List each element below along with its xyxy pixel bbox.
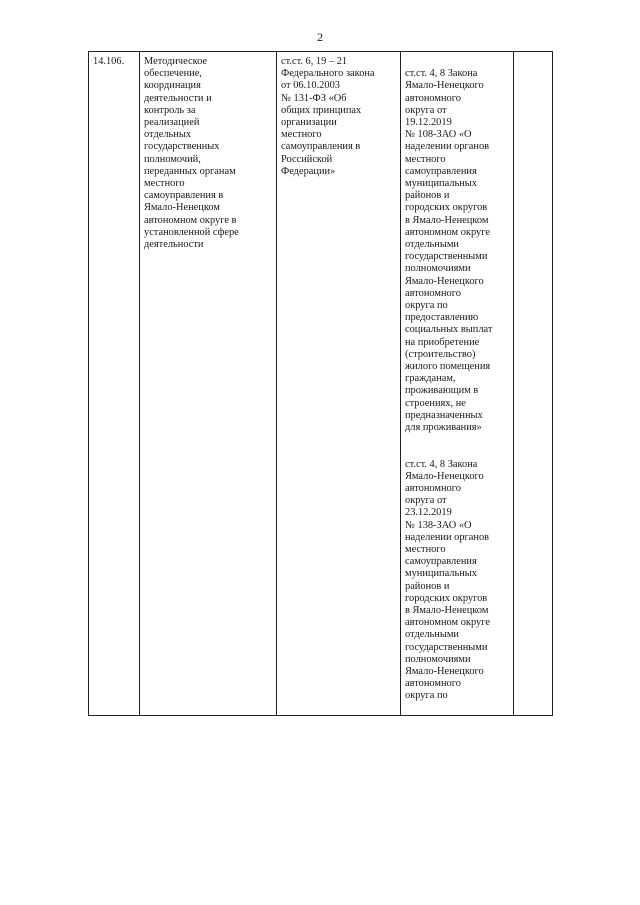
document-table [88,51,553,716]
empty-cell [514,52,553,716]
page-number: 2 [317,30,323,44]
federal-law-cell: ст.ст. 6, 19 – 21 Федерального закона от 06.10.2003 № 131-ФЗ «Об общих принципах организации местного самоуправления в Российской Федерации» [277,52,401,716]
regional-law-138-zao: ст.ст. 4, 8 Закона Ямало-Ненецкого автономного округа от 23.12.2019 № 138-ЗАО «О наделении органов местного самоуправления муниципальных районов и городских округов в Ямало-Ненецком автономном округе отдельными государственными полномочиями Ямало-Ненецкого автономного округа по [405,458,490,702]
table-row [89,52,553,716]
regional-law-108-zao: ст.ст. 4, 8 Закона Ямало-Ненецкого автономного округа от 19.12.2019 № 108-ЗАО «О наделении органов местного самоуправления муниципальных районов и городских округов в Ямало-Ненецком автономном округе отдельными государственными полномочиями Ямало-Ненецкого автономного округа по предоставлению социальных выплат на приобретение (строительство) жилого помещения гражданам, проживающим в строениях, не предназначенных для проживания» [405,68,493,434]
description-cell: Методическое обеспечение, координация деятельности и контроль за реализацией отдельных государственных полномочий, переданных органам местного самоуправления в Ямало-Ненецком автономном округе в установленной сфере деятельности [140,52,277,716]
regional-law-cell [401,52,514,716]
row-number-cell: 14.106. [89,52,140,716]
